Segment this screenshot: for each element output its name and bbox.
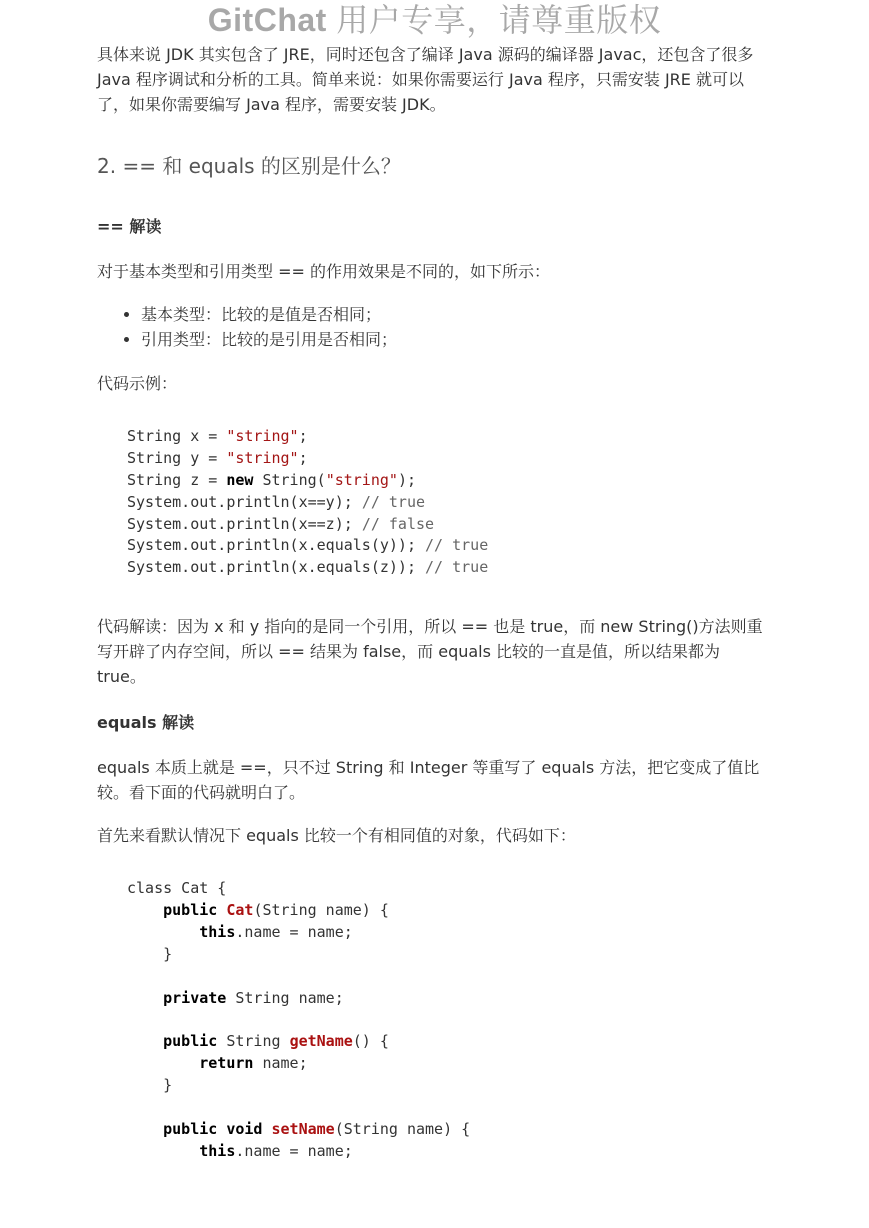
code-keyword: public <box>163 901 218 920</box>
code-line <box>127 988 773 1010</box>
code-line <box>127 900 773 922</box>
code-line <box>127 448 773 470</box>
code-text: .name = name; <box>235 1141 353 1160</box>
code-line <box>127 1097 773 1119</box>
code-explanation: 代码解读：因为 x 和 y 指向的是同一个引用，所以 == 也是 true，而 new String()方法则重写开辟了内存空间，所以 == 结果为 false，而 equals 比较的一直是值，所以结果都为 true。 <box>97 617 763 687</box>
code-block-1 <box>97 426 773 579</box>
code-comment: // true <box>425 536 489 555</box>
code-text: String y = <box>127 448 227 467</box>
code-keyword: this <box>199 923 236 942</box>
code-text: ; <box>298 427 308 445</box>
equals-description: equals 本质上就是 ==，只不过 String 和 Integer 等重写了 equals 方法，把它变成了值比较。看下面的代码就明白了。 <box>97 758 760 803</box>
code-line <box>127 922 773 944</box>
code-comment: // false <box>361 514 435 533</box>
code-text: String( <box>253 470 326 489</box>
code-line <box>127 944 773 966</box>
gitchat-watermark <box>0 0 869 40</box>
equals-intro: 首先来看默认情况下 equals 比较一个有相同值的对象，代码如下： <box>97 826 576 846</box>
code-line <box>127 426 773 448</box>
code-text: String <box>217 1032 290 1051</box>
code-function: Cat <box>226 901 254 920</box>
eq-description: 对于基本类型和引用类型 == 的作用效果是不同的，如下所示： <box>97 262 550 281</box>
code-line <box>127 966 773 988</box>
code-keyword: new <box>226 470 254 489</box>
code-line <box>127 535 773 557</box>
code-text: System.out.println(x.equals(y)); <box>127 536 426 555</box>
code-string: "string" <box>226 448 299 467</box>
watermark-latin: GitChat <box>207 2 327 38</box>
code-line <box>127 878 773 900</box>
code-text: .name = name; <box>235 923 353 942</box>
code-keyword: public <box>163 1032 218 1051</box>
code-text: class Cat { <box>127 879 227 898</box>
code-text: name; <box>253 1054 308 1073</box>
intro-paragraph: 具体来说 JDK 其实包含了 JRE，同时还包含了编译 Java 源码的编译器 Javac，还包含了很多 Java 程序调试和分析的工具。简单来说：如果你需要运行 Java 程序，只需安装 JRE 就可以了，如果你需要编写 Java 程序，需要安装 JDK。 <box>97 45 754 114</box>
code-text: (String name) { <box>253 901 389 920</box>
code-keyword: public <box>163 1120 218 1139</box>
code-keyword: return <box>199 1054 254 1073</box>
equals-heading: equals 解读 <box>97 713 195 733</box>
code-text: System.out.println(x==z); <box>127 514 362 533</box>
list-item: • 引用类型：比较的是引用是否相同； <box>141 327 773 352</box>
code-function: getName <box>289 1032 353 1051</box>
code-line <box>127 1075 773 1097</box>
code-text: String z = <box>127 470 227 489</box>
eq-heading: == 解读 <box>97 217 162 236</box>
code-text: () { <box>352 1032 389 1051</box>
code-example-label: 代码示例： <box>97 374 178 393</box>
code-line <box>127 1119 773 1141</box>
code-text: (String name) { <box>334 1120 471 1139</box>
code-text: ; <box>298 448 308 467</box>
list-item: • 基本类型：比较的是值是否相同； <box>141 302 773 327</box>
code-text: System.out.println(x.equals(z)); <box>127 558 426 577</box>
code-line <box>127 470 773 492</box>
code-text: String x = <box>127 427 227 445</box>
code-text: String name; <box>226 988 344 1007</box>
code-string: "string" <box>226 427 299 445</box>
code-string: "string" <box>325 470 398 489</box>
section-title: 2. == 和 equals 的区别是什么？ <box>97 154 401 178</box>
code-line <box>127 1031 773 1053</box>
code-text: } <box>163 944 173 963</box>
article-body <box>97 42 773 1198</box>
code-block-2 <box>97 878 773 1163</box>
comparison-list <box>97 302 773 352</box>
code-keyword: private <box>163 988 227 1007</box>
code-text: } <box>163 1076 173 1095</box>
code-comment: // true <box>361 492 426 511</box>
code-line <box>127 1053 773 1075</box>
code-comment: // true <box>425 558 489 577</box>
code-keyword: this <box>199 1141 236 1160</box>
code-line <box>127 492 773 514</box>
code-text: ); <box>397 470 416 489</box>
code-line <box>127 557 773 579</box>
code-line <box>127 1010 773 1032</box>
code-function: setName <box>271 1120 335 1139</box>
code-line <box>127 1141 773 1163</box>
code-line <box>127 514 773 536</box>
code-text: System.out.println(x==y); <box>127 492 362 511</box>
code-keyword: void <box>226 1120 263 1139</box>
watermark-cn: 用户专享，请尊重版权 <box>326 2 662 38</box>
